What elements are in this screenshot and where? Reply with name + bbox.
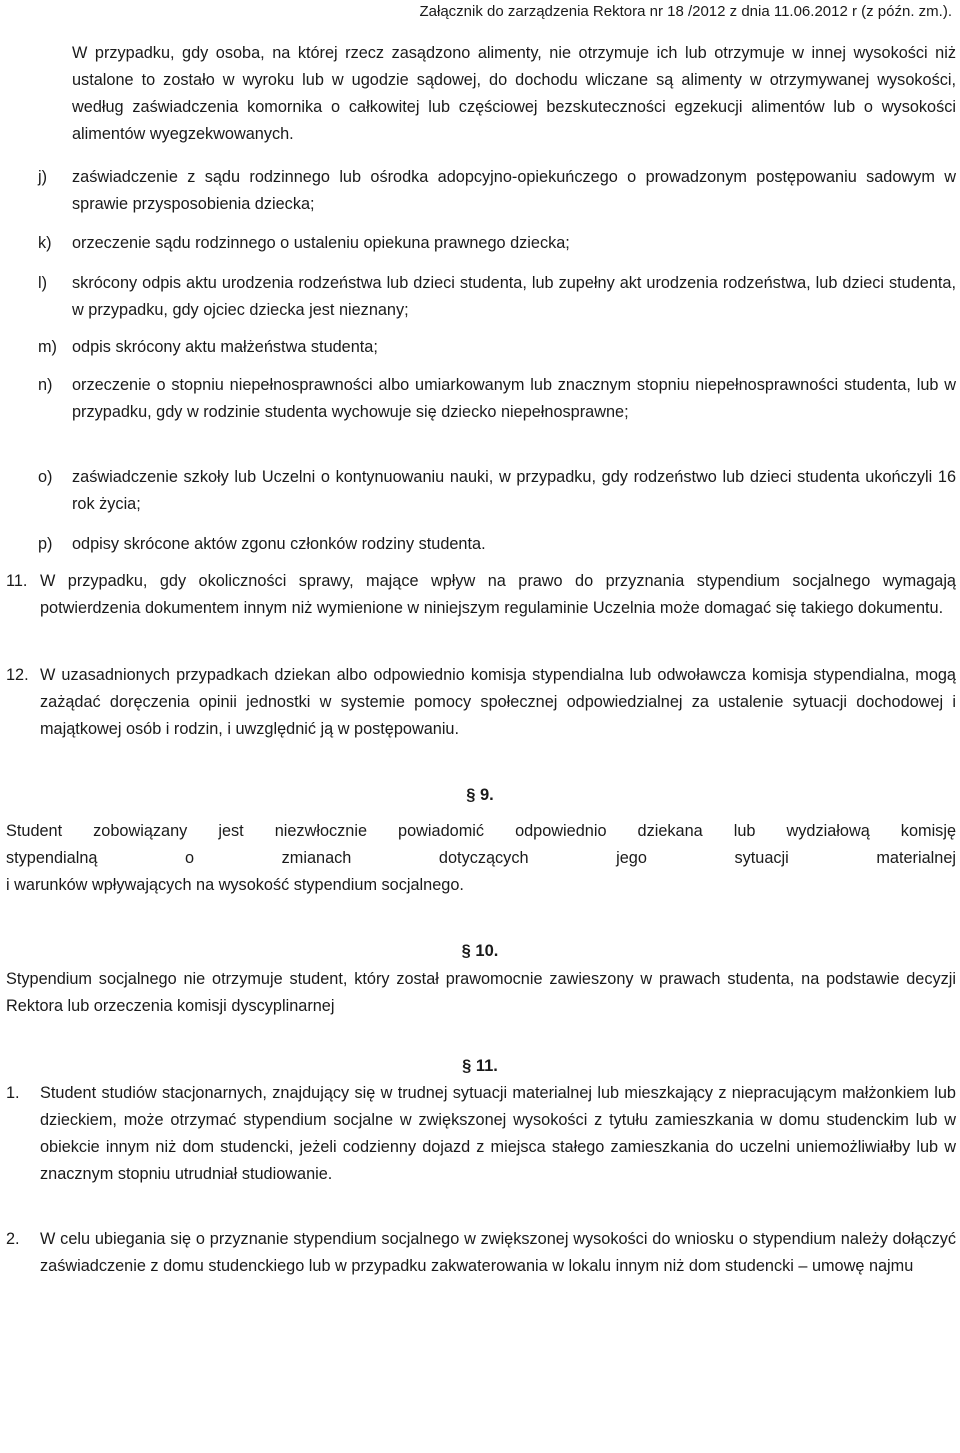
list-item-m xyxy=(38,334,956,361)
item-text: zaświadczenie szkoły lub Uczelni o kontynuowaniu nauki, w przypadku, gdy rodzeństwo lub dzieci studenta ukończyli 16 rok życia; xyxy=(72,468,956,513)
point-text: Student studiów stacjonarnych, znajdujący się w trudnej sytuacji materialnej lub mieszkający z niepracującym małżonkiem lub dzieckiem, może otrzymać stypendium socjalne w zwiększonej wysokości z tytułu zamieszkania w domu studenckim lub w obiekcie innym niż dom studencki, jeżeli codzienny dojazd z miejsca stałego zamieszkania do uczelni uniemożliwiałby lub w znacznym stopniu utrudniał studiowanie. xyxy=(40,1084,956,1183)
point-text: W uzasadnionych przypadkach dziekan albo odpowiednio komisja stypendialna lub odwoławcza komisja stypendialna, mogą zażądać doręczenia opinii jednostki w systemie pomocy społecznej odpowiedzialnej za ustalenie sytuacji dochodowej i majątkowej osób i rodzin, i uwzględnić ją w postępowaniu. xyxy=(40,666,956,738)
list-item-p xyxy=(38,531,956,558)
point-text: W celu ubiegania się o przyznanie stypendium socjalnego w zwiększonej wysokości do wniosku o stypendium należy dołączyć zaświadczenie z domu studenckiego lub w przypadku zakwaterowania w lokalu innym niż dom studencki – umowę najmu xyxy=(40,1230,956,1275)
section-11-point-1 xyxy=(6,1080,956,1188)
section-10-heading: § 10. xyxy=(461,942,499,960)
item-label: l) xyxy=(38,274,48,292)
item-label: m) xyxy=(38,338,57,356)
point-label: 2. xyxy=(6,1230,20,1248)
section-10-text: Stypendium socjalnego nie otrzymuje student, który został prawomocnie zawieszony w prawach studenta, na podstawie decyzji Rektora lub orzeczenia komisji dyscyplinarnej xyxy=(6,970,956,1015)
item-label: k) xyxy=(38,234,52,252)
section-11-point-2 xyxy=(6,1226,956,1280)
point-label: 1. xyxy=(6,1084,20,1102)
point-11 xyxy=(6,568,956,622)
item-label: o) xyxy=(38,468,53,486)
point-label: 11. xyxy=(6,572,28,590)
item-label: j) xyxy=(38,168,48,186)
item-text: odpisy skrócone aktów zgonu członków rodziny studenta. xyxy=(72,535,486,553)
list-item-o xyxy=(38,464,956,518)
section-9-line-2: stypendialną o zmianach dotyczących jego sytuacji materialnej xyxy=(6,849,956,867)
list-item-n xyxy=(38,372,956,426)
section-11-heading: § 11. xyxy=(462,1057,498,1075)
intro-paragraph: W przypadku, gdy osoba, na której rzecz zasądzono alimenty, nie otrzymuje ich lub otrzymuje w innej wysokości niż ustalone to zostało w wyroku lub w ugodzie sądowej, do dochodu wliczane są alimenty w otrzymywanej wysokości, według zaświadczenia komornika o całkowitej lub częściowej bezskuteczności egzekucji alimentów lub o wysokości alimentów wyegzekwowanych. xyxy=(72,44,956,143)
list-item-k xyxy=(38,230,956,257)
point-12 xyxy=(6,662,956,743)
item-text: orzeczenie sądu rodzinnego o ustaleniu opiekuna prawnego dziecka; xyxy=(72,234,570,252)
item-label: n) xyxy=(38,376,53,394)
page-header: Załącznik do zarządzenia Rektora nr 18 /2012 z dnia 11.06.2012 r (z późn. zm.). xyxy=(419,3,952,20)
point-label: 12. xyxy=(6,666,29,684)
section-9-line-3: i warunków wpływających na wysokość stypendium socjalnego. xyxy=(6,876,464,894)
section-9-heading: § 9. xyxy=(466,786,494,804)
section-9-line-1: Student zobowiązany jest niezwłocznie powiadomić odpowiednio dziekana lub wydziałową komisję xyxy=(6,822,956,840)
list-item-l xyxy=(38,270,956,324)
item-text: odpis skrócony aktu małżeństwa studenta; xyxy=(72,338,378,356)
item-text: orzeczenie o stopniu niepełnosprawności albo umiarkowanym lub znacznym stopniu niepełnosprawności studenta, lub w przypadku, gdy w rodzinie studenta wychowuje się dziecko niepełnosprawne; xyxy=(72,376,956,421)
item-label: p) xyxy=(38,535,53,553)
item-text: zaświadczenie z sądu rodzinnego lub ośrodka adopcyjno-opiekuńczego o prowadzonym postępowaniu sadowym w sprawie przysposobienia dziecka; xyxy=(72,168,956,213)
list-item-j xyxy=(38,164,956,218)
item-text: skrócony odpis aktu urodzenia rodzeństwa lub dzieci studenta, lub zupełny akt urodzenia rodzeństwa, lub dzieci studenta, w przypadku, gdy ojciec dziecka jest nieznany; xyxy=(72,274,956,319)
point-text: W przypadku, gdy okoliczności sprawy, mające wpływ na prawo do przyznania stypendium socjalnego wymagają potwierdzenia dokumentem innym niż wymienione w niniejszym regulaminie Uczelnia może domagać się takiego dokumentu. xyxy=(40,572,956,617)
